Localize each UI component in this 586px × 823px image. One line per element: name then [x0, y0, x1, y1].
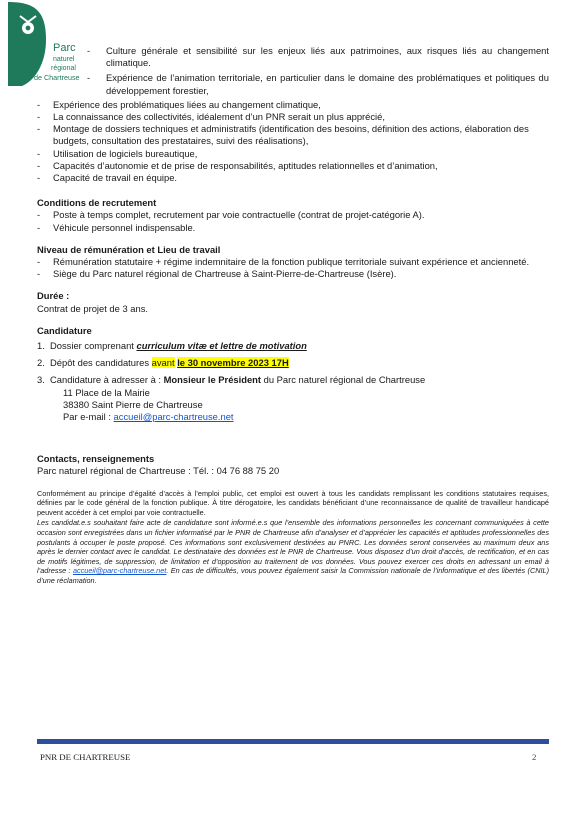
email-line [50, 411, 549, 423]
application-recipient: Monsieur le Président [163, 374, 262, 386]
list-item: - Expérience de l’animation territoriale, en particulier dans le domaine des problématiques et politiques du développement forestier, [87, 72, 549, 96]
email-label: Par e-mail : [63, 411, 114, 423]
contacts-section [37, 453, 549, 477]
list-item: - Capacité de travail en équipe. [37, 172, 549, 184]
list-item [37, 357, 549, 369]
section-title-recruitment: Conditions de recrutement [37, 197, 157, 209]
list-item: - Capacités d’autonomie et de prise de responsabilités, aptitudes relationnelles et d’animation, [37, 160, 549, 172]
application-item1-text: Dossier comprenant [50, 340, 137, 352]
deadline-date: le 30 novembre 2023 17H [177, 357, 289, 369]
application-item2-text: Dépôt des candidatures [50, 357, 152, 369]
legal-email-link[interactable]: accueil@parc-chartreuse.net [72, 566, 167, 576]
list-number: 1. [37, 340, 45, 352]
skills-list-top [87, 45, 549, 97]
application-section [37, 325, 549, 423]
contacts-text: Parc naturel régional de Chartreuse : Tél. : 04 76 88 75 20 [37, 465, 280, 477]
list-item: - La connaissance des collectivités, idéalement d’un PNR serait un plus apprécié, [37, 111, 549, 123]
list-number: 3. [37, 374, 45, 386]
section-title-salary: Niveau de rémunération et Lieu de travail [37, 243, 221, 255]
application-item3-rest: du Parc naturel régional de Chartreuse [261, 374, 426, 386]
address-line: 38380 Saint Pierre de Chartreuse [63, 398, 203, 410]
duration-text: Contrat de projet de 3 ans. [37, 302, 149, 314]
legal-privacy-text: Les candidat.e.s souhaitant faire acte de candidature sont informé.e.s que l’ensemble des informations personnelles les concernant communiquées à cette occasion sont enregistrées dans un fichier informatisé par le PNR de Chartreuse afin d’analyser et d’apprécier les capacités et aptitudes professionnelles des postulants à occuper le poste proposé. Ces informations sont exclusivement destinées au PNRC. Les données seront conservées au maximum deux ans après le dernier contact avec le candidat. Le destinataire des données est le PNR de Chartreuse. Vous disposez d’un droit d’accès, de rectification, et en cas de motifs légitimes, de suppression, de limitation et d’opposition au traitement de vos données. Vous pouvez exercer ces droits en adressant un email à l’adresse : [37, 518, 549, 576]
footer-title: PNR DE CHARTREUSE [40, 752, 131, 762]
duration-section [37, 290, 549, 314]
list-item: - Siège du Parc naturel régional de Chartreuse à Saint-Pierre-de-Chartreuse (Isère). [37, 268, 549, 280]
list-item: - Poste à temps complet, recrutement par voie contractuelle (contrat de projet-catégorie A). [37, 209, 549, 221]
logo-text-line4: de Chartreuse [34, 73, 80, 82]
legal-privacy-end: . En cas de difficultés, vous pouvez également saisir la Commission nationale de l’informatique et des libertés (CNIL) d’une réclamation. [37, 566, 549, 586]
email-link[interactable]: accueil@parc-chartreuse.net [113, 411, 234, 423]
application-list [37, 340, 549, 423]
recruitment-section [37, 197, 549, 234]
salary-section [37, 244, 549, 281]
legal-paragraph-privacy [37, 518, 549, 585]
address-line: 11 Place de la Mairie [63, 386, 150, 398]
footer-divider [37, 739, 549, 744]
section-title-contacts: Contacts, renseignements [37, 453, 155, 465]
list-item: - Expérience des problématiques liées au changement climatique, [37, 99, 549, 111]
salary-list [37, 256, 549, 280]
list-item: - Rémunération statutaire + régime indemnitaire de la fonction publique territoriale suivant expérience et ancienneté. [37, 256, 549, 268]
deadline-highlight-avant: avant [151, 357, 175, 369]
recruitment-list [37, 209, 549, 233]
skills-list [37, 99, 549, 184]
list-item: - Culture générale et sensibilité sur les enjeux liés aux patrimoines, aux risques liés au changement climatique. [87, 45, 549, 69]
list-item: - Utilisation de logiciels bureautique, [37, 148, 549, 160]
legal-paragraph-equality: Conformément au principe d’égalité d’accès à l’emploi public, cet emploi est ouvert à tous les candidats remplissant les conditions statutaires requises, définies par le code général de la fonction publique. À titre dérogatoire, les candidats bénéficiant d’une reconnaissance de qualité de travailleur handicapé peuvent accéder à cet emploi par voie contractuelle. [37, 488, 549, 517]
list-item [37, 374, 549, 423]
list-item [37, 340, 549, 352]
section-title-application: Candidature [37, 324, 92, 336]
list-item: - Véhicule personnel indispensable. [37, 222, 549, 234]
application-item3-text: Candidature à adresser à : [50, 374, 164, 386]
application-item1-emphasis: curriculum vitæ et lettre de motivation [136, 340, 307, 352]
list-item: - Montage de dossiers techniques et administratifs (identification des besoins, définition des actions, élaboration des budgets, consultation des prestataires, suivi des réalisations), [37, 123, 549, 147]
page-number: 2 [532, 752, 537, 762]
logo-text-line3: régional [51, 65, 76, 72]
logo-text-line2: naturel [53, 56, 75, 63]
list-number: 2. [37, 357, 45, 369]
logo-text-line1: Parc [53, 42, 76, 54]
section-title-duration: Durée : [37, 290, 70, 302]
document-body [37, 45, 549, 586]
